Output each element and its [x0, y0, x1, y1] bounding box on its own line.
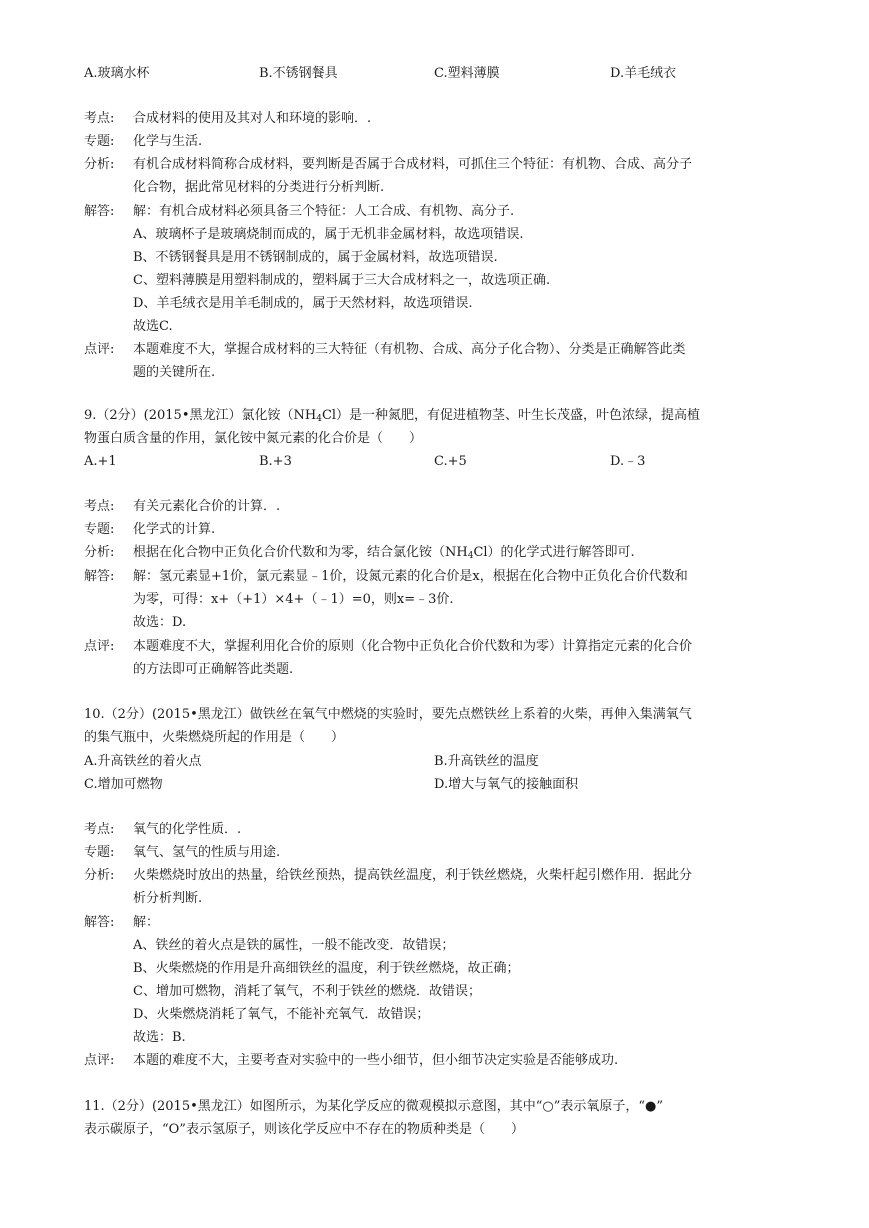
q8-zhuanti: 化学与生活. — [133, 134, 203, 149]
q10-option-a: A.升高铁丝的着火点 — [84, 754, 202, 769]
q10-jieda-line: B、火柴燃烧的作用是升高细铁丝的温度，利于铁丝燃烧，故正确； — [133, 961, 520, 976]
q9-zhuanti-label: 专题: — [84, 522, 115, 537]
q8-jieda-label: 解答: — [84, 204, 115, 219]
q8-option-d: D.羊毛绒衣 — [610, 66, 677, 81]
q8-jieda-line: 解：有机合成材料必须具备三个特征：人工合成、有机物、高分子. — [133, 204, 515, 219]
q9-dianping-line: 本题难度不大，掌握利用化合价的原则（化合物中正负化合价代数和为零）计算指定元素的化合价 — [133, 639, 693, 654]
q9-option-b: B.+3 — [259, 454, 292, 469]
q9-option-a: A.+1 — [84, 454, 117, 469]
q10-dianping: 本题的难度不大，主要考查对实验中的一些小细节，但小细节决定实验是否能够成功. — [133, 1053, 619, 1068]
q10-jieda-label: 解答: — [84, 915, 115, 930]
q9-option-d: D.﹣3 — [610, 454, 646, 469]
q10-kaodian: 氧气的化学性质．. — [133, 822, 242, 837]
q9-dianping-line: 的方法即可正确解答此类题. — [133, 662, 294, 677]
q10-jieda-line: 故选：B. — [133, 1030, 186, 1045]
q9-option-c: C.+5 — [434, 454, 467, 469]
q8-jieda-line: C、塑料薄膜是用塑料制成的，塑料属于三大合成材料之一，故选项正确. — [133, 273, 551, 288]
q9-jieda-line: 为零，可得：x+（+1）×4+（﹣1）=0，则x=﹣3价. — [133, 592, 454, 607]
q8-kaodian-label: 考点: — [84, 111, 115, 126]
q8-option-b: B.不锈钢餐具 — [259, 66, 338, 81]
q10-zhuanti: 氧气、氢气的性质与用途. — [133, 845, 281, 860]
q8-zhuanti-label: 专题: — [84, 134, 115, 149]
q9-kaodian: 有关元素化合价的计算．. — [133, 499, 281, 514]
q11-stem-line: 表示碳原子，“O”表示氢原子，则该化学反应中不存在的物质种类是（ ） — [84, 1122, 524, 1137]
q9-dianping-label: 点评: — [84, 639, 115, 654]
q9-jieda-line: 解：氢元素显+1价，氯元素显﹣1价，设氮元素的化合价是x，根据在化合物中正负化合价代数和 — [133, 569, 688, 584]
q8-jieda-line: A、玻璃杯子是玻璃烧制而成的，属于无机非金属材料，故选项错误. — [133, 227, 524, 242]
q10-option-b: B.升高铁丝的温度 — [434, 754, 539, 769]
q8-dianping-line: 本题难度不大，掌握合成材料的三大特征（有机物、合成、高分子化合物）、分类是正确解答此类 — [133, 342, 686, 357]
q9-jieda-label: 解答: — [84, 569, 115, 584]
q8-dianping-line: 题的关键所在. — [133, 365, 216, 380]
q10-option-d: D.增大与氧气的接触面积 — [434, 777, 579, 792]
q8-fenxi-line: 化合物，据此常见材料的分类进行分析判断. — [133, 180, 385, 195]
q8-jieda-line: B、不锈钢餐具是用不锈钢制成的，属于金属材料，故选项错误. — [133, 250, 498, 265]
q8-option-a: A.玻璃水杯 — [84, 66, 150, 81]
q10-jieda-line: 解： — [133, 915, 160, 930]
q10-stem-line: 的集气瓶中，火柴燃烧所起的作用是（ ） — [84, 730, 345, 745]
q8-jieda-line: D、羊毛绒衣是用羊毛制成的，属于天然材料，故选项错误. — [133, 296, 473, 311]
q8-kaodian: 合成材料的使用及其对人和环境的影响．. — [133, 111, 372, 126]
q10-jieda-line: D、火柴燃烧消耗了氧气，不能补充氧气．故错误； — [133, 1007, 430, 1022]
q9-stem: 9.（2分）(2015•黑龙江）氯化铵$(NH_4Cl)$是一种氮肥，有促进植物茎、叶生长茂盛，叶色浓绿，提高植 — [84, 408, 701, 424]
q10-jieda-line: A、铁丝的着火点是铁的属性，一般不能改变．故错误； — [133, 938, 455, 953]
q8-fenxi-label: 分析: — [84, 157, 115, 172]
q10-dianping-label: 点评: — [84, 1053, 115, 1068]
q10-kaodian-label: 考点: — [84, 822, 115, 837]
q8-jieda-line: 故选C. — [133, 319, 173, 334]
q9-jieda-line: 故选：D. — [133, 615, 187, 630]
q8-option-c: C.塑料薄膜 — [434, 66, 500, 81]
q9-fenxi-label: 分析: — [84, 545, 115, 560]
q10-fenxi-label: 分析: — [84, 868, 115, 883]
q9-fenxi: 根据在化合物中正负化合价代数和为零，结合氯化铵$(NH_4Cl)$的化学式进行解答即可. — [133, 545, 635, 561]
q10-stem-line: 10.（2分）(2015•黑龙江）做铁丝在氧气中燃烧的实验时，要先点燃铁丝上系着的火柴，再伸入集满氧气 — [84, 707, 692, 722]
q10-option-c: C.增加可燃物 — [84, 777, 163, 792]
q10-zhuanti-label: 专题: — [84, 845, 115, 860]
q10-jieda-line: C、增加可燃物，消耗了氧气，不利于铁丝的燃烧．故错误； — [133, 984, 481, 999]
q10-fenxi-line: 析分析判断. — [133, 891, 203, 906]
q11-stem-line: 11.（2分）(2015•黑龙江）如图所示，为某化学反应的微观模拟示意图，其中“○”表示氧原子，“●” — [84, 1099, 664, 1114]
q8-fenxi-line: 有机合成材料简称合成材料，要判断是否属于合成材料，可抓住三个特征：有机物、合成、高分子 — [133, 157, 693, 172]
q8-dianping-label: 点评: — [84, 342, 115, 357]
q10-fenxi-line: 火柴燃烧时放出的热量，给铁丝预热，提高铁丝温度，利于铁丝燃烧，火柴杆起引燃作用．据此分 — [133, 868, 693, 883]
q9-stem-line2: 物蛋白质含量的作用，氯化铵中氮元素的化合价是（ ） — [84, 431, 423, 446]
q9-zhuanti: 化学式的计算. — [133, 522, 216, 537]
q9-kaodian-label: 考点: — [84, 499, 115, 514]
